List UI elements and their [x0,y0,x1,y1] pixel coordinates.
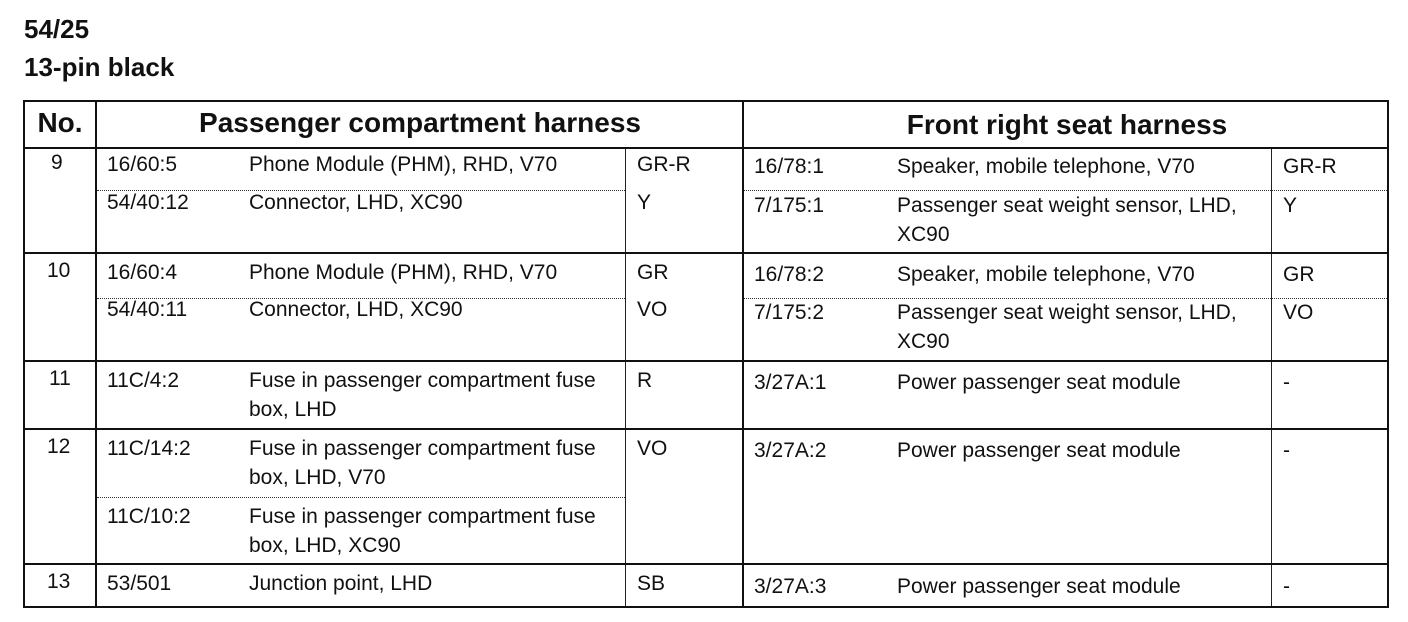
left-wire-color: R [637,369,653,392]
header-no: No. [37,107,83,138]
right-ref: 7/175:2 [754,301,825,324]
divider-right-color-column [1271,148,1272,606]
row-separator [25,563,1387,565]
right-desc: Power passenger seat module [897,575,1181,598]
right-ref: 3/27A:3 [754,575,827,598]
left-ref: 16/60:4 [107,261,178,284]
connector-id: 54/25 [24,14,90,44]
left-wire-color: GR-R [637,153,691,176]
divider-no-column [95,102,97,606]
pin-number: 9 [51,151,63,174]
right-desc: Speaker, mobile telephone, V70 [897,155,1195,178]
right-wire-color: - [1283,575,1290,598]
right-desc: Passenger seat weight sensor, LHD, XC90 [897,194,1237,246]
row-separator [25,252,1387,254]
right-ref: 7/175:1 [754,194,825,217]
left-ref: 54/40:11 [107,298,188,321]
divider-left-color-column [625,148,626,606]
left-wire-color: Y [637,191,652,214]
right-desc: Speaker, mobile telephone, V70 [897,263,1195,286]
header-front-right-seat-harness: Front right seat harness [906,109,1228,140]
left-desc: Connector, LHD, XC90 [249,191,463,214]
divider-harness-columns [742,102,744,606]
right-desc: Passenger seat weight sensor, LHD, XC90 [897,301,1237,353]
left-desc: Fuse in passenger compartment fuse box, LHD [249,369,596,421]
pin-number: 11 [49,367,71,390]
left-wire-color: VO [637,298,668,321]
left-ref: 11C/14:2 [107,437,191,460]
header-separator [25,147,1387,149]
right-desc: Power passenger seat module [897,371,1181,394]
left-ref: 53/501 [107,572,172,595]
connector-pin-table [23,100,1389,608]
right-ref: 3/27A:1 [754,371,827,394]
right-ref: 16/78:2 [754,263,825,286]
right-ref: 16/78:1 [754,155,825,178]
right-ref: 3/27A:2 [754,439,827,462]
left-ref: 54/40:12 [107,191,189,214]
left-wire-color: SB [637,572,666,595]
left-desc: Fuse in passenger compartment fuse box, LHD, V70 [249,437,596,489]
left-desc: Connector, LHD, XC90 [249,298,463,321]
left-ref: 11C/10:2 [107,505,191,528]
left-desc: Phone Module (PHM), RHD, V70 [249,153,558,176]
sub-entry-separator [97,497,625,498]
left-desc: Fuse in passenger compartment fuse box, LHD, XC90 [249,505,596,557]
right-wire-color: GR [1283,263,1315,286]
row-separator [25,360,1387,362]
left-wire-color: VO [637,437,668,460]
left-ref: 16/60:5 [107,153,178,176]
right-wire-color: - [1283,439,1290,462]
row-separator [25,428,1387,430]
right-desc: Power passenger seat module [897,439,1181,462]
pin-number: 13 [47,570,71,593]
left-desc: Phone Module (PHM), RHD, V70 [249,261,558,284]
connector-description: 13-pin black [24,52,175,82]
pin-number: 12 [47,435,71,458]
left-wire-color: GR [637,261,669,284]
header-passenger-compartment-harness: Passenger compartment harness [199,107,641,138]
right-wire-color: GR-R [1283,155,1337,178]
right-wire-color: VO [1283,301,1314,324]
left-desc: Junction point, LHD [249,572,433,595]
right-wire-color: - [1283,371,1290,394]
left-ref: 11C/4:2 [107,369,179,392]
pin-number: 10 [47,259,71,282]
right-wire-color: Y [1283,194,1298,217]
